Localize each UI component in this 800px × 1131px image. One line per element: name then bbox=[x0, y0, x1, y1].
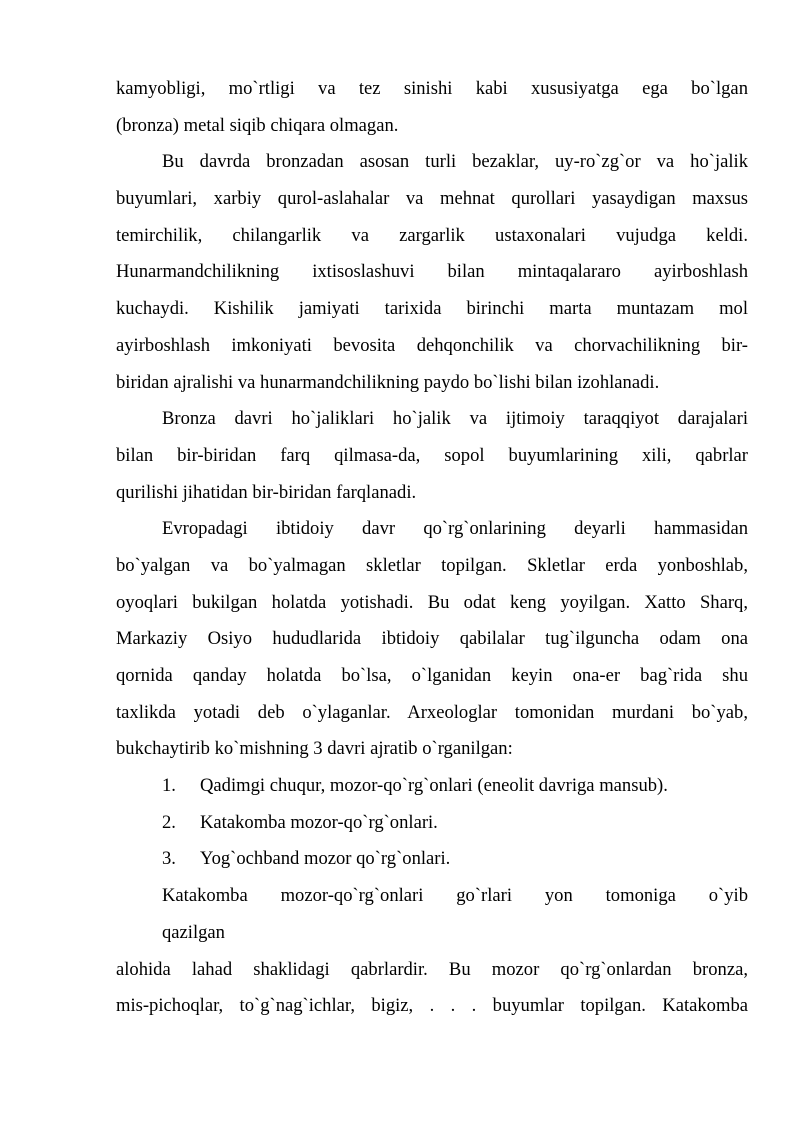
text-line: biridan ajralishi va hunarmandchilikning paydo bo`lishi bilan izohlanadi. bbox=[116, 371, 660, 393]
list-number: 1. bbox=[162, 775, 176, 797]
text-line: bukchaytirib ko`mishning 3 davri ajratib o`rganilgan: bbox=[116, 738, 513, 760]
text-line: Markaziy Osiyo hududlarida ibtidoiy qabilalar tug`ilguncha odam ona bbox=[116, 628, 748, 650]
list-number: 3. bbox=[162, 848, 176, 870]
text-line: Bu davrda bronzadan asosan turli bezaklar, uy-ro`zg`or va ho`jalik bbox=[162, 151, 748, 173]
text-line: temirchilik, chilangarlik va zargarlik ustaxonalari vujudga keldi. bbox=[116, 224, 748, 246]
body-text bbox=[116, 71, 748, 1025]
text-line: oyoqlari bukilgan holatda yotishadi. Bu odat keng yoyilgan. Xatto Sharq, bbox=[116, 591, 748, 613]
list-item bbox=[116, 841, 748, 878]
text-line: Hunarmandchilikning ixtisoslashuvi bilan mintaqalararo ayirboshlash bbox=[116, 261, 748, 283]
text-line: buyumlari, xarbiy qurol-aslahalar va mehnat qurollari yasaydigan maxsus bbox=[116, 188, 748, 210]
text-line: kamyobligi, mo`rtligi va tez sinishi kabi xususiyatga ega bo`lgan bbox=[116, 78, 748, 99]
list-item bbox=[116, 768, 748, 805]
text-line: mis-pichoqlar, to`g`nag`ichlar, bigiz, . . . buyumlar topilgan. Katakomba bbox=[116, 995, 748, 1017]
text-line: Katakomba mozor-qo`rg`onlari go`rlari yon tomoniga o`yib bbox=[162, 885, 748, 907]
text-line: qazilgan bbox=[162, 921, 225, 943]
text-line: taxlikda yotadi deb o`ylaganlar. Arxeologlar tomonidan murdani bo`yab, bbox=[116, 701, 748, 723]
text-line: bo`yalgan va bo`yalmagan skletlar topilgan. Skletlar erda yonboshlab, bbox=[116, 554, 748, 576]
text-line: alohida lahad shaklidagi qabrlardir. Bu mozor qo`rg`onlardan bronza, bbox=[116, 958, 748, 980]
text-line: kuchaydi. Kishilik jamiyati tarixida birinchi marta muntazam mol bbox=[116, 298, 748, 320]
list-item-text: Yog`ochband mozor qo`rg`onlari. bbox=[200, 848, 451, 870]
text-line: qornida qanday holatda bo`lsa, o`lganidan keyin ona-er bag`rida shu bbox=[116, 665, 748, 686]
list-item-text: Qadimgi chuqur, mozor-qo`rg`onlari (eneolit davriga mansub). bbox=[200, 775, 668, 797]
list-number: 2. bbox=[162, 811, 176, 833]
list-item-text: Katakomba mozor-qo`rg`onlari. bbox=[200, 811, 438, 833]
text-line: Bronza davri ho`jaliklari ho`jalik va ijtimoiy taraqqiyot darajalari bbox=[162, 408, 748, 430]
text-line: (bronza) metal siqib chiqara olmagan. bbox=[116, 114, 399, 136]
text-line: Evropadagi ibtidoiy davr qo`rg`onlarining deyarli hammasidan bbox=[162, 518, 748, 540]
text-line: bilan bir-biridan farq qilmasa-da, sopol buyumlarining xili, qabrlar bbox=[116, 444, 748, 466]
text-line: qurilishi jihatidan bir-biridan farqlanadi. bbox=[116, 481, 417, 503]
list-item bbox=[116, 805, 748, 842]
text-line: ayirboshlash imkoniyati bevosita dehqonchilik va chorvachilikning bir- bbox=[116, 334, 748, 356]
